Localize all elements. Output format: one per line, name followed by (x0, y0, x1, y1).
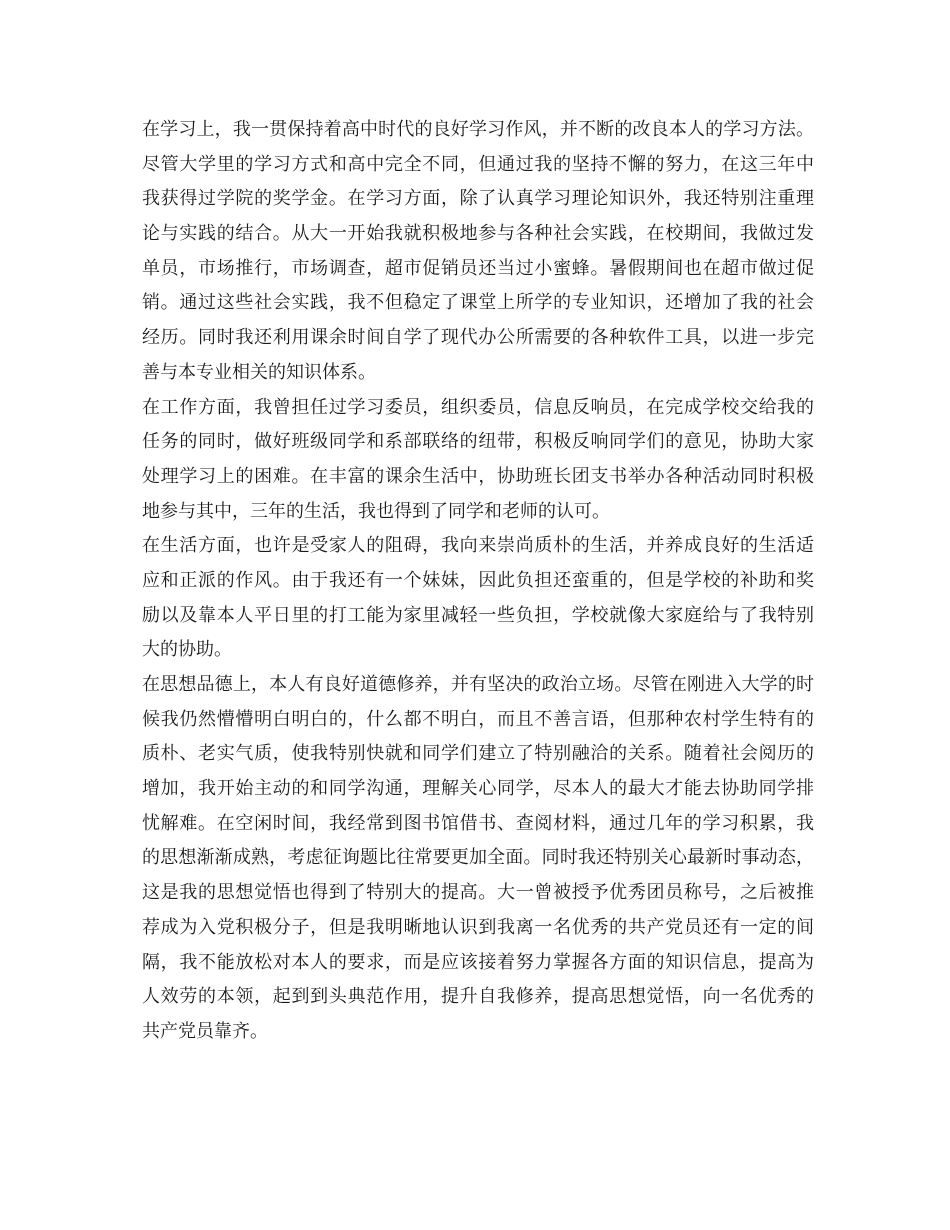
paragraph-work (142, 391, 814, 530)
text-line: 尽管大学里的学习方式和高中完全不同，但通过我的坚持不懈的努力，在这三年中 (142, 153, 814, 175)
text-line: 在工作方面，我曾担任过学习委员，组织委员，信息反响员，在完成学校交给我的 (142, 396, 814, 418)
document-body (142, 113, 814, 1050)
text-line: 单员，市场推行，市场调查，超市促销员还当过小蜜蜂。暑假期间也在超市做过促 (142, 257, 814, 279)
text-line: 人效劳的本领，起到到头典范作用，提升自我修养，提高思想觉悟，向一名优秀的 (142, 986, 814, 1008)
text-line: 的思想渐渐成熟，考虑征询题比往常要更加全面。同时我还特别关心最新时事动态， (142, 847, 814, 869)
paragraph-ethics (142, 668, 814, 1050)
text-line: 经历。同时我还利用课余时间自学了现代办公所需要的各种软件工具，以进一步完 (142, 327, 814, 349)
text-line: 地参与其中，三年的生活，我也得到了同学和老师的认可。 (142, 500, 610, 522)
text-line: 处理学习上的困难。在丰富的课余生活中，协助班长团支书举办各种活动同时积极 (142, 465, 814, 487)
text-line: 销。通过这些社会实践，我不但稳定了课堂上所学的专业知识，还增加了我的社会 (142, 292, 814, 314)
text-line: 善与本专业相关的知识体系。 (142, 361, 376, 383)
text-line: 任务的同时，做好班级同学和系部联络的纽带，积极反响同学们的意见，协助大家 (142, 431, 814, 453)
text-line: 荐成为入党积极分子，但是我明晰地认识到我离一名优秀的共产党员还有一定的间 (142, 916, 814, 938)
text-line: 应和正派的作风。由于我还有一个妹妹，因此负担还蛮重的，但是学校的补助和奖 (142, 569, 814, 591)
text-line: 励以及靠本人平日里的打工能为家里减轻一些负担，学校就像大家庭给与了我特别 (142, 604, 814, 626)
text-line: 隔，我不能放松对本人的要求，而是应该接着努力掌握各方面的知识信息，提高为 (142, 951, 814, 973)
paragraph-life (142, 529, 814, 668)
text-line: 候我仍然懵懵明白明白的，什么都不明白，而且不善言语，但那种农村学生特有的 (142, 708, 814, 730)
text-line: 增加，我开始主动的和同学沟通，理解关心同学，尽本人的最大才能去协助同学排 (142, 778, 814, 800)
text-line: 我获得过学院的奖学金。在学习方面，除了认真学习理论知识外，我还特别注重理 (142, 188, 814, 210)
text-line: 在思想品德上，本人有良好道德修养，并有坚决的政治立场。尽管在刚进入大学的时 (142, 674, 814, 695)
text-line: 论与实践的结合。从大一开始我就积极地参与各种社会实践，在校期间，我做过发 (142, 223, 814, 245)
text-line: 在学习上，我一贯保持着高中时代的良好学习作风，并不断的改良本人的学习方法。 (142, 119, 814, 140)
text-line: 质朴、老实气质，使我特别快就和同学们建立了特别融洽的关系。随着社会阅历的 (142, 743, 814, 765)
text-line: 大的协助。 (142, 639, 232, 661)
text-line: 忧解难。在空闲时间，我经常到图书馆借书、查阅材料，通过几年的学习积累，我 (142, 812, 814, 834)
paragraph-study (142, 113, 814, 391)
text-line: 共产党员靠齐。 (142, 1020, 268, 1042)
text-line: 在生活方面，也许是受家人的阻碍，我向来崇尚质朴的生活，并养成良好的生活适 (142, 535, 814, 557)
text-line: 这是我的思想觉悟也得到了特别大的提高。大一曾被授予优秀团员称号，之后被推 (142, 882, 814, 904)
